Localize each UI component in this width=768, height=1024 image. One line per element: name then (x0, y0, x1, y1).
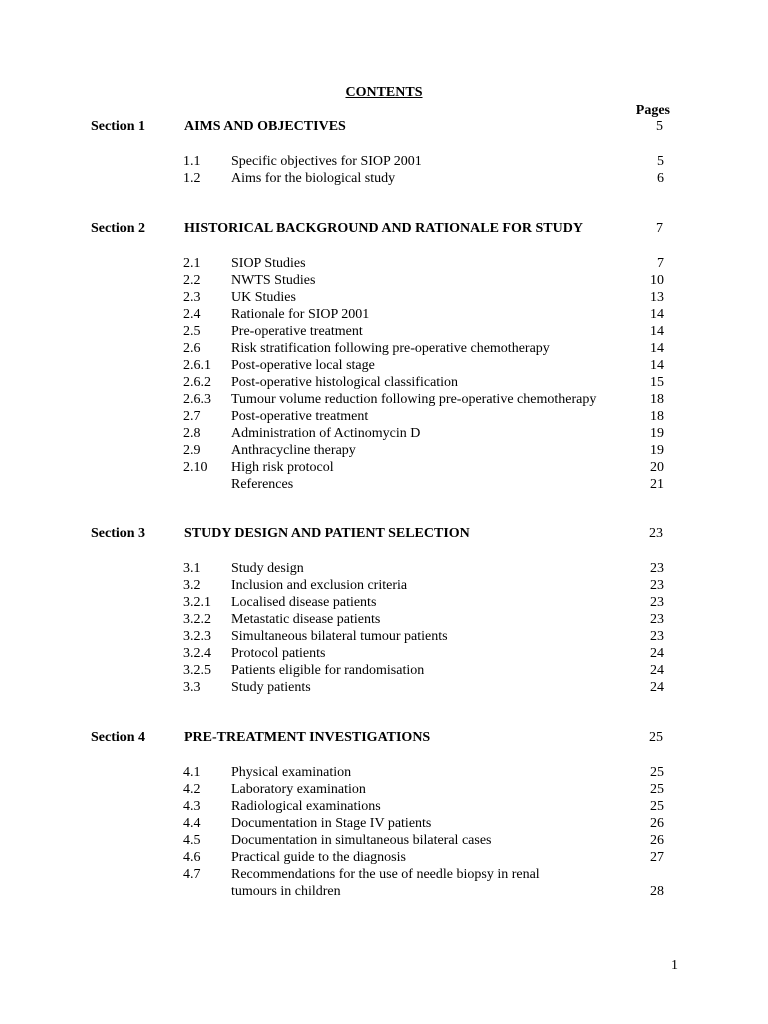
toc-entry[interactable] (0, 645, 768, 662)
entry-title: Recommendations for the use of needle biopsy in renal (231, 867, 540, 882)
entry-title: Post-operative treatment (231, 409, 369, 424)
entry-number: 1.2 (183, 171, 201, 186)
toc-section (0, 221, 768, 493)
entry-number: 2.1 (183, 256, 201, 271)
entry-number: 3.2.1 (183, 595, 211, 610)
toc-entry[interactable] (0, 764, 768, 781)
entry-title: Documentation in simultaneous bilateral cases (231, 833, 492, 848)
entry-page-number: 26 (650, 816, 664, 831)
entry-number: 2.4 (183, 307, 201, 322)
entry-title: Documentation in Stage IV patients (231, 816, 432, 831)
toc-entry[interactable] (0, 272, 768, 289)
entry-title: Post-operative local stage (231, 358, 375, 373)
entry-title: Laboratory examination (231, 782, 366, 797)
entry-title: Tumour volume reduction following pre-operative chemotherapy (231, 392, 597, 407)
entry-title: Aims for the biological study (231, 171, 396, 186)
entry-title: Physical examination (231, 765, 352, 780)
section-page-number: 23 (649, 526, 663, 541)
entry-title: Administration of Actinomycin D (231, 426, 421, 441)
entry-number: 3.2.4 (183, 646, 211, 661)
section-heading[interactable] (0, 730, 768, 748)
entry-page-number: 14 (650, 341, 664, 356)
entry-page-number: 14 (650, 307, 664, 322)
toc-entry[interactable] (0, 425, 768, 442)
entry-page-number: 23 (650, 561, 664, 576)
entry-title: Simultaneous bilateral tumour patients (231, 629, 448, 644)
toc-entry[interactable] (0, 560, 768, 577)
entry-number: 2.9 (183, 443, 201, 458)
section-entries (0, 560, 768, 696)
section-entries (0, 153, 768, 187)
entry-number: 2.2 (183, 273, 201, 288)
entry-page-number: 25 (650, 782, 664, 797)
entry-title: Study patients (231, 680, 311, 695)
entry-page-number: 24 (650, 646, 664, 661)
section-title: HISTORICAL BACKGROUND AND RATIONALE FOR STUDY (184, 221, 583, 236)
entry-title: SIOP Studies (231, 256, 306, 271)
pages-column-label: Pages (635, 103, 670, 118)
toc-entry[interactable] (0, 577, 768, 594)
entry-title: Post-operative histological classification (231, 375, 459, 390)
entry-page-number: 24 (650, 680, 664, 695)
entry-title: NWTS Studies (231, 273, 316, 288)
entry-number: 2.10 (183, 460, 208, 475)
entry-page-number: 28 (650, 884, 664, 899)
toc-entry[interactable] (0, 594, 768, 611)
entry-number: 2.6.1 (183, 358, 211, 373)
section-label: Section 1 (91, 119, 146, 134)
entry-title: Anthracycline therapy (231, 443, 356, 458)
entry-page-number: 23 (650, 595, 664, 610)
entry-number: 3.2.2 (183, 612, 211, 627)
entry-number: 4.5 (183, 833, 201, 848)
entry-title: High risk protocol (231, 460, 334, 475)
toc-entry[interactable] (0, 832, 768, 849)
entry-page-number: 7 (657, 256, 664, 271)
entry-page-number: 14 (650, 358, 664, 373)
entry-page-number: 23 (650, 578, 664, 593)
section-title: STUDY DESIGN AND PATIENT SELECTION (184, 526, 470, 541)
entry-page-number: 19 (650, 443, 664, 458)
entry-title: Inclusion and exclusion criteria (231, 578, 408, 593)
toc-section (0, 526, 768, 696)
toc-entry[interactable] (0, 323, 768, 340)
section-entries (0, 255, 768, 493)
entry-number: 4.6 (183, 850, 201, 865)
toc-entry[interactable] (0, 170, 768, 187)
entry-number: 4.3 (183, 799, 201, 814)
entry-title: Pre-operative treatment (231, 324, 363, 339)
entry-page-number: 19 (650, 426, 664, 441)
toc-entry[interactable] (0, 798, 768, 815)
entry-title: Specific objectives for SIOP 2001 (231, 154, 422, 169)
entry-page-number: 25 (650, 799, 664, 814)
entry-page-number: 27 (650, 850, 664, 865)
toc-entry[interactable] (0, 459, 768, 476)
toc-entry[interactable] (0, 679, 768, 696)
entry-title: Risk stratification following pre-operative chemotherapy (231, 341, 550, 356)
entry-number: 2.6.3 (183, 392, 211, 407)
toc-entry[interactable] (0, 849, 768, 866)
entry-number: 3.1 (183, 561, 201, 576)
toc-entry[interactable] (0, 866, 768, 900)
entry-page-number: 25 (650, 765, 664, 780)
entry-number: 2.6.2 (183, 375, 211, 390)
entry-title: Study design (231, 561, 304, 576)
entry-page-number: 13 (650, 290, 664, 305)
entry-page-number: 24 (650, 663, 664, 678)
section-label: Section 4 (91, 730, 146, 745)
toc-entry[interactable] (0, 255, 768, 272)
toc-entry[interactable] (0, 153, 768, 170)
entry-title: UK Studies (231, 290, 296, 305)
entry-number: 3.2.5 (183, 663, 211, 678)
entry-number: 2.3 (183, 290, 201, 305)
section-page-number: 25 (649, 730, 663, 745)
entry-page-number: 18 (650, 409, 664, 424)
entry-number: 4.7 (183, 867, 201, 882)
entry-page-number: 18 (650, 392, 664, 407)
entry-number: 2.8 (183, 426, 201, 441)
toc-entry[interactable] (0, 289, 768, 306)
toc-section (0, 730, 768, 900)
entry-page-number: 26 (650, 833, 664, 848)
entry-number: 4.2 (183, 782, 201, 797)
entry-page-number: 23 (650, 612, 664, 627)
section-heading[interactable] (0, 221, 768, 239)
entry-number: 2.7 (183, 409, 201, 424)
toc-section (0, 119, 768, 187)
section-page-number: 7 (656, 221, 663, 236)
toc-entry[interactable] (0, 391, 768, 408)
entry-number: 4.4 (183, 816, 201, 831)
entry-number: 3.2 (183, 578, 201, 593)
entry-title: Protocol patients (231, 646, 326, 661)
entry-title: Patients eligible for randomisation (231, 663, 425, 678)
entry-title-continuation: tumours in children (231, 884, 341, 899)
toc-entry[interactable] (0, 408, 768, 425)
entry-page-number: 21 (650, 477, 664, 492)
toc-entry[interactable] (0, 781, 768, 798)
entry-number: 1.1 (183, 154, 201, 169)
contents-title: CONTENTS (345, 85, 423, 100)
section-heading[interactable] (0, 526, 768, 544)
toc-entry[interactable] (0, 611, 768, 628)
entry-title: Rationale for SIOP 2001 (231, 307, 370, 322)
entry-page-number: 23 (650, 629, 664, 644)
entry-page-number: 5 (657, 154, 664, 169)
section-page-number: 5 (656, 119, 663, 134)
entry-title: Practical guide to the diagnosis (231, 850, 406, 865)
entry-number: 4.1 (183, 765, 201, 780)
entry-page-number: 14 (650, 324, 664, 339)
toc-entry[interactable] (0, 628, 768, 645)
page-number: 1 (671, 958, 678, 973)
entry-page-number: 6 (657, 171, 664, 186)
entry-number: 2.5 (183, 324, 201, 339)
toc-entry[interactable] (0, 815, 768, 832)
section-title: AIMS AND OBJECTIVES (184, 119, 346, 134)
section-label: Section 2 (91, 221, 146, 236)
section-title: PRE-TREATMENT INVESTIGATIONS (184, 730, 431, 745)
entry-title: References (231, 477, 294, 492)
entry-title: Metastatic disease patients (231, 612, 381, 627)
entry-page-number: 15 (650, 375, 664, 390)
entry-page-number: 20 (650, 460, 664, 475)
toc-entry[interactable] (0, 357, 768, 374)
toc-entry[interactable] (0, 306, 768, 323)
entry-number: 3.2.3 (183, 629, 211, 644)
toc-entry[interactable] (0, 374, 768, 391)
toc-entry[interactable] (0, 442, 768, 459)
toc-entry[interactable] (0, 476, 768, 493)
toc-entry[interactable] (0, 340, 768, 357)
section-heading[interactable] (0, 119, 768, 137)
entry-title: Radiological examinations (231, 799, 381, 814)
entry-page-number: 10 (650, 273, 664, 288)
section-label: Section 3 (91, 526, 146, 541)
entry-title: Localised disease patients (231, 595, 377, 610)
section-entries (0, 764, 768, 900)
entry-number: 3.3 (183, 680, 201, 695)
toc-entry[interactable] (0, 662, 768, 679)
entry-number: 2.6 (183, 341, 201, 356)
